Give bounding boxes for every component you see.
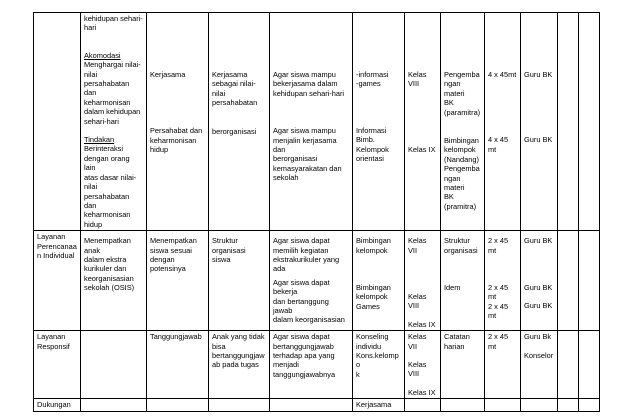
cell-komponen: Menempatkan siswa sesuai dengan potensinya (147, 231, 209, 331)
cell-layanan: Layanan Perencanaa n Individual (34, 231, 81, 331)
cell-layanan: Dukungan (34, 399, 81, 411)
cell-empty (579, 331, 600, 399)
cell-layanan (34, 13, 81, 231)
cell-empty (147, 399, 209, 411)
cell-tujuan-layanan: Agar siswa dapat memilih kegiatan ekstrakurikuler yang ada Agar siswa dapat bekerja dan bertanggung jawab dalam keorganisasian (270, 231, 353, 331)
cell-layanan: Layanan Responsif (34, 331, 81, 399)
cell-metode: Kerjasama (353, 399, 405, 411)
cell-materi: Anak yang tidak bisa bertanggungjaw ab pada tugas (209, 331, 270, 399)
cell-waktu: 2 x 45 mt 2 x 45 mt 2 x 45 mt (485, 231, 521, 331)
cell-alat: Pengemba ngan materi BK (paramitra) Bimbingan kelompok (Nandang) Pengemba ngan materi BK (pramitra) (441, 13, 485, 231)
cell-waktu: 4 x 45mt 4 x 45 mt (485, 13, 521, 231)
table-row (34, 13, 600, 231)
cell-tujuan-layanan: Agar siswa mampu bekerjasama dalam kehidupan sehari-hari Agar siswa mampu menjalin kerjasama dan berorganisasi kemasyarakatan dan sekolah (270, 13, 353, 231)
cell-empty (441, 399, 485, 411)
cell-empty (81, 399, 147, 411)
program-table (33, 12, 600, 412)
cell-materi: Struktur organisasi siswa (209, 231, 270, 331)
cell-materi: Kerjasama sebagai nilai- nilai persahabatan berorganisasi (209, 13, 270, 231)
cell-empty (405, 399, 441, 411)
cell-waktu: 2 x 45 mt (485, 331, 521, 399)
cell-pelaksana: Guru BK Guru BK Guru BK (521, 231, 558, 331)
cell-tujuan-layanan: Agar siswa dapat bertanggungjawab terhadap apa yang menjadi tanggungjawabnya (270, 331, 353, 399)
cell-tujuan (81, 331, 147, 399)
cell-komponen: Tanggungjawab (147, 331, 209, 399)
cell-kelas: Kelas VIII Kelas IX (405, 13, 441, 231)
cell-empty (579, 231, 600, 331)
cell-empty (579, 13, 600, 231)
cell-empty (558, 331, 579, 399)
cell-empty (558, 13, 579, 231)
cell-pelaksana: Guru BK Guru BK (521, 13, 558, 231)
cell-empty (579, 399, 600, 411)
cell-tujuan: kehidupan sehari- hari Akomodasi Menghargai nilai- nilai persahabatan dan keharmonisan dalam kehidupan sehari-hari Tindakan Berinteraksi dengan orang lain atas dasar nilai- nilai persahabatan dan keharmonisan hidup (81, 13, 147, 231)
cell-alat: Struktur organisasi Idem (441, 231, 485, 331)
cell-metode: Konseling individu Kons.kelompo k (353, 331, 405, 399)
cell-kelas: Kelas VII Kelas VIII Kelas IX (405, 331, 441, 399)
cell-pelaksana: Guru Bk Konselor (521, 331, 558, 399)
table-row (34, 399, 600, 411)
cell-empty (209, 399, 270, 411)
cell-empty (558, 399, 579, 411)
cell-komponen: Kerjasama Persahabat dan keharmonisan hidup (147, 13, 209, 231)
cell-empty (485, 399, 521, 411)
cell-empty (558, 231, 579, 331)
cell-empty (270, 399, 353, 411)
table-row (34, 331, 600, 399)
cell-tujuan: Menempatkan anak dalam ekstra kurikuler dan keorganisasian sekolah (OSIS) (81, 231, 147, 331)
cell-alat: Catatan harian (441, 331, 485, 399)
cell-empty (521, 399, 558, 411)
cell-kelas: Kelas VII Kelas VIII Kelas IX (405, 231, 441, 331)
cell-metode: -informasi -games Informasi Bimb. Kelompok orientasi (353, 13, 405, 231)
table-row (34, 231, 600, 331)
cell-metode: Bimbingan kelompok Bimbingan kelompok Games (353, 231, 405, 331)
